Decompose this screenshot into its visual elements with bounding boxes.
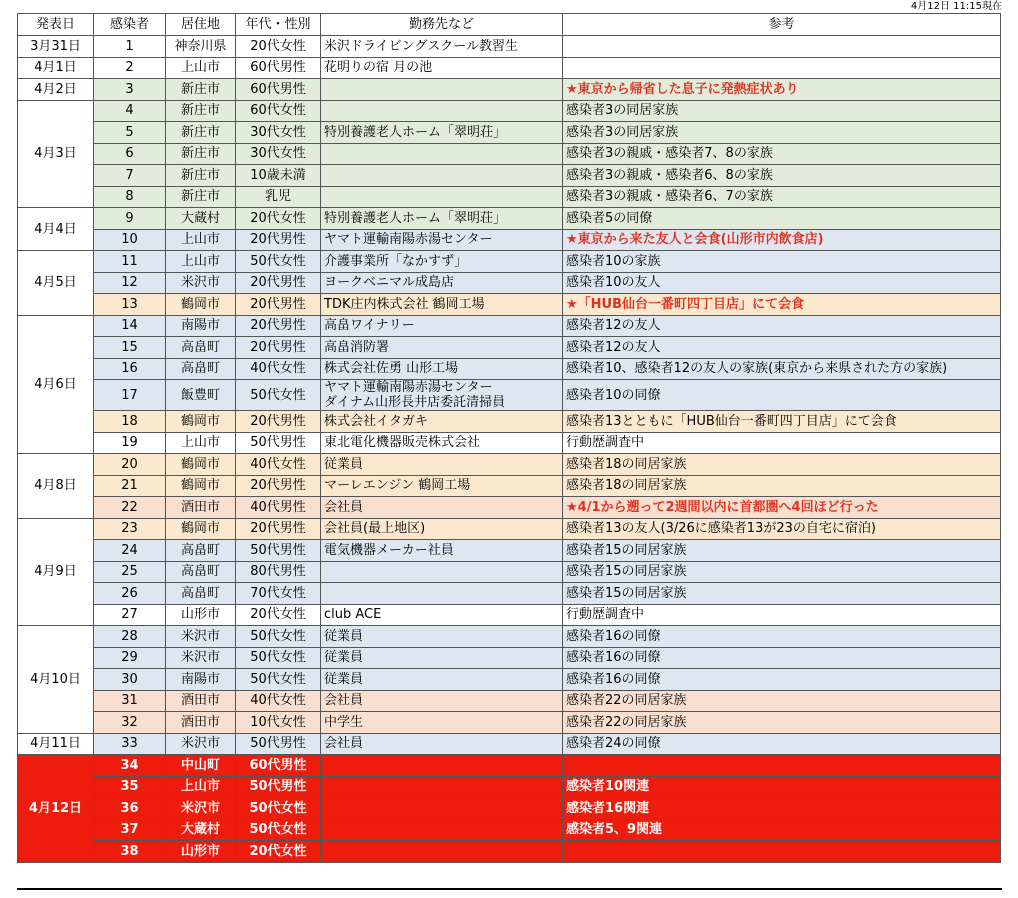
case-number-cell: 12 [94, 272, 166, 294]
table-row [18, 251, 1001, 273]
case-number-cell: 3 [94, 79, 166, 101]
residence-cell: 山形市 [166, 604, 236, 626]
header-workplace: 勤務先など [321, 14, 563, 36]
residence-cell: 米沢市 [166, 626, 236, 648]
case-number-cell: 33 [94, 733, 166, 755]
workplace-cell: 株式会社佐勇 山形工場 [321, 358, 563, 380]
case-number-cell: 38 [94, 841, 166, 863]
age-sex-cell: 40代女性 [236, 690, 321, 712]
note-cell: 感染者12の友人 [563, 337, 1001, 359]
age-sex-cell: 50代男性 [236, 733, 321, 755]
case-number-cell: 24 [94, 540, 166, 562]
workplace-cell: マーレエンジン 鶴岡工場 [321, 475, 563, 497]
workplace-cell: 中学生 [321, 712, 563, 734]
age-sex-cell: 20代男性 [236, 229, 321, 251]
case-number-cell: 9 [94, 208, 166, 230]
note-cell: 感染者3の親戚・感染者6、7の家族 [563, 186, 1001, 208]
date-cell: 4月1日 [18, 57, 94, 79]
workplace-cell: 会社員 [321, 497, 563, 519]
date-cell: 3月31日 [18, 36, 94, 58]
note-cell: 感染者16の同僚 [563, 647, 1001, 669]
note-cell: 感染者5、9関連 [563, 819, 1001, 841]
table-row [18, 798, 1001, 820]
age-sex-cell: 20代女性 [236, 841, 321, 863]
note-cell: 感染者22の同居家族 [563, 712, 1001, 734]
note-cell: 行動歴調査中 [563, 604, 1001, 626]
residence-cell: 鶴岡市 [166, 518, 236, 540]
case-number-cell: 15 [94, 337, 166, 359]
workplace-cell [321, 755, 563, 777]
residence-cell: 南陽市 [166, 669, 236, 691]
case-number-cell: 35 [94, 776, 166, 798]
case-number-cell: 37 [94, 819, 166, 841]
case-number-cell: 16 [94, 358, 166, 380]
workplace-cell: 介護事業所「なかすず」 [321, 251, 563, 273]
date-cell: 4月2日 [18, 79, 94, 101]
case-number-cell: 29 [94, 647, 166, 669]
header-age-sex: 年代・性別 [236, 14, 321, 36]
residence-cell: 米沢市 [166, 272, 236, 294]
table-row [18, 776, 1001, 798]
case-number-cell: 5 [94, 122, 166, 144]
age-sex-cell: 50代女性 [236, 251, 321, 273]
case-number-cell: 34 [94, 755, 166, 777]
timestamp: 4月12日 11:15現在 [910, 1, 1002, 12]
residence-cell: 大蔵村 [166, 819, 236, 841]
residence-cell: 鶴岡市 [166, 294, 236, 316]
date-cell: 4月4日 [18, 208, 94, 251]
case-number-cell: 13 [94, 294, 166, 316]
table-row [18, 712, 1001, 734]
table-row [18, 57, 1001, 79]
residence-cell: 高畠町 [166, 540, 236, 562]
table-row [18, 647, 1001, 669]
note-cell: 感染者10の同僚 [563, 380, 1001, 411]
case-number-cell: 8 [94, 186, 166, 208]
date-cell: 4月9日 [18, 518, 94, 626]
age-sex-cell: 70代女性 [236, 583, 321, 605]
residence-cell: 米沢市 [166, 798, 236, 820]
date-cell: 4月12日 [18, 755, 94, 863]
table-row [18, 733, 1001, 755]
table-row [18, 690, 1001, 712]
note-cell: 感染者10の家族 [563, 251, 1001, 273]
age-sex-cell: 60代男性 [236, 79, 321, 101]
table-row [18, 36, 1001, 58]
table-row [18, 337, 1001, 359]
age-sex-cell: 40代女性 [236, 454, 321, 476]
residence-cell: 鶴岡市 [166, 454, 236, 476]
age-sex-cell: 50代女性 [236, 669, 321, 691]
residence-cell: 上山市 [166, 251, 236, 273]
note-cell: 感染者10関連 [563, 776, 1001, 798]
workplace-cell [321, 841, 563, 863]
table-row [18, 79, 1001, 101]
note-cell: ★東京から来た友人と会食(山形市内飲食店) [563, 229, 1001, 251]
table-row [18, 143, 1001, 165]
note-cell: 感染者10、感染者12の友人の家族(東京から来県された方の家族) [563, 358, 1001, 380]
header-date: 発表日 [18, 14, 94, 36]
case-number-cell: 27 [94, 604, 166, 626]
age-sex-cell: 60代女性 [236, 100, 321, 122]
case-number-cell: 20 [94, 454, 166, 476]
workplace-cell [321, 100, 563, 122]
residence-cell: 中山町 [166, 755, 236, 777]
case-number-cell: 23 [94, 518, 166, 540]
residence-cell: 米沢市 [166, 647, 236, 669]
age-sex-cell: 10歳未満 [236, 165, 321, 187]
table-row [18, 186, 1001, 208]
workplace-cell [321, 819, 563, 841]
table-row [18, 604, 1001, 626]
workplace-cell: ヨークベニマル成島店 [321, 272, 563, 294]
residence-cell: 新庄市 [166, 79, 236, 101]
residence-cell: 酒田市 [166, 712, 236, 734]
date-cell: 4月5日 [18, 251, 94, 316]
table-row [18, 561, 1001, 583]
age-sex-cell: 40代男性 [236, 497, 321, 519]
table-row [18, 315, 1001, 337]
age-sex-cell: 20代女性 [236, 208, 321, 230]
workplace-cell [321, 186, 563, 208]
note-cell [563, 755, 1001, 777]
workplace-cell: 花明りの宿 月の池 [321, 57, 563, 79]
workplace-cell [321, 79, 563, 101]
workplace-cell [321, 143, 563, 165]
header-residence: 居住地 [166, 14, 236, 36]
case-number-cell: 4 [94, 100, 166, 122]
residence-cell: 上山市 [166, 776, 236, 798]
residence-cell: 大蔵村 [166, 208, 236, 230]
header-note: 参考 [563, 14, 1001, 36]
case-number-cell: 36 [94, 798, 166, 820]
workplace-cell: 特別養護老人ホーム「翠明荘」 [321, 208, 563, 230]
workplace-cell: 特別養護老人ホーム「翠明荘」 [321, 122, 563, 144]
bottom-rule [17, 888, 1002, 890]
note-cell: 感染者15の同居家族 [563, 583, 1001, 605]
residence-cell: 鶴岡市 [166, 475, 236, 497]
workplace-line: ヤマト運輸南陽赤湯センター [324, 380, 493, 395]
age-sex-cell: 40代女性 [236, 358, 321, 380]
age-sex-cell: 50代男性 [236, 432, 321, 454]
residence-cell: 新庄市 [166, 122, 236, 144]
note-cell: 感染者5の同僚 [563, 208, 1001, 230]
workplace-cell [321, 380, 563, 411]
table-row [18, 626, 1001, 648]
case-number-cell: 26 [94, 583, 166, 605]
table-row [18, 432, 1001, 454]
age-sex-cell: 50代女性 [236, 380, 321, 411]
age-sex-cell: 50代女性 [236, 798, 321, 820]
date-cell: 4月6日 [18, 315, 94, 454]
note-cell: 感染者18の同居家族 [563, 475, 1001, 497]
date-cell: 4月3日 [18, 100, 94, 208]
workplace-line: ダイナム山形長井店委託清掃員 [324, 395, 506, 410]
workplace-cell: 会社員(最上地区) [321, 518, 563, 540]
date-cell: 4月10日 [18, 626, 94, 734]
workplace-cell: club ACE [321, 604, 563, 626]
age-sex-cell: 80代男性 [236, 561, 321, 583]
workplace-cell: 東北電化機器販売株式会社 [321, 432, 563, 454]
workplace-cell: 高畠ワイナリー [321, 315, 563, 337]
residence-cell: 高畠町 [166, 358, 236, 380]
age-sex-cell: 50代女性 [236, 647, 321, 669]
note-cell: 感染者16関連 [563, 798, 1001, 820]
case-number-cell: 21 [94, 475, 166, 497]
age-sex-cell: 20代男性 [236, 294, 321, 316]
residence-cell: 高畠町 [166, 583, 236, 605]
table-row [18, 518, 1001, 540]
case-number-cell: 31 [94, 690, 166, 712]
case-number-cell: 22 [94, 497, 166, 519]
note-cell: 感染者16の同僚 [563, 626, 1001, 648]
case-number-cell: 10 [94, 229, 166, 251]
note-cell: 感染者15の同居家族 [563, 540, 1001, 562]
workplace-cell: 会社員 [321, 690, 563, 712]
workplace-cell: 高畠消防署 [321, 337, 563, 359]
table-row [18, 358, 1001, 380]
workplace-cell [321, 165, 563, 187]
residence-cell: 上山市 [166, 432, 236, 454]
table-row [18, 122, 1001, 144]
residence-cell: 上山市 [166, 229, 236, 251]
age-sex-cell: 10代女性 [236, 712, 321, 734]
workplace-cell: 従業員 [321, 647, 563, 669]
note-cell: 感染者3の親戚・感染者6、8の家族 [563, 165, 1001, 187]
table-row [18, 819, 1001, 841]
table-row [18, 272, 1001, 294]
note-cell: 感染者15の同居家族 [563, 561, 1001, 583]
case-number-cell: 7 [94, 165, 166, 187]
residence-cell: 新庄市 [166, 165, 236, 187]
age-sex-cell: 50代女性 [236, 819, 321, 841]
note-cell: 感染者3の同居家族 [563, 100, 1001, 122]
case-number-cell: 28 [94, 626, 166, 648]
age-sex-cell: 20代女性 [236, 36, 321, 58]
note-cell: ★東京から帰省した息子に発熱症状あり [563, 79, 1001, 101]
note-cell: 感染者16の同僚 [563, 669, 1001, 691]
note-cell [563, 841, 1001, 863]
note-cell: 感染者18の同居家族 [563, 454, 1001, 476]
table-row [18, 208, 1001, 230]
note-cell: ★4/1から遡って2週間以内に首都圏へ4回ほど行った [563, 497, 1001, 519]
workplace-cell [321, 776, 563, 798]
workplace-cell: 会社員 [321, 733, 563, 755]
note-cell: 感染者13とともに「HUB仙台一番町四丁目店」にて会食 [563, 411, 1001, 433]
residence-cell: 高畠町 [166, 337, 236, 359]
note-cell: 感染者13の友人(3/26に感染者13が23の自宅に宿泊) [563, 518, 1001, 540]
age-sex-cell: 20代女性 [236, 604, 321, 626]
note-cell: 感染者3の親戚・感染者7、8の家族 [563, 143, 1001, 165]
note-cell: 感染者10の友人 [563, 272, 1001, 294]
workplace-cell: 従業員 [321, 669, 563, 691]
workplace-cell: 米沢ドライビングスクール教習生 [321, 36, 563, 58]
note-cell [563, 57, 1001, 79]
residence-cell: 鶴岡市 [166, 411, 236, 433]
age-sex-cell: 20代男性 [236, 411, 321, 433]
age-sex-cell: 乳児 [236, 186, 321, 208]
case-number-cell: 14 [94, 315, 166, 337]
table-row [18, 841, 1001, 863]
workplace-cell [321, 561, 563, 583]
age-sex-cell: 50代男性 [236, 776, 321, 798]
case-number-cell: 30 [94, 669, 166, 691]
header-row [18, 14, 1001, 36]
age-sex-cell: 20代男性 [236, 475, 321, 497]
residence-cell: 南陽市 [166, 315, 236, 337]
case-number-cell: 18 [94, 411, 166, 433]
workplace-cell: 株式会社イタガキ [321, 411, 563, 433]
age-sex-cell: 30代女性 [236, 122, 321, 144]
table-row [18, 380, 1001, 411]
age-sex-cell: 60代男性 [236, 57, 321, 79]
age-sex-cell: 30代女性 [236, 143, 321, 165]
table-row [18, 100, 1001, 122]
date-cell: 4月8日 [18, 454, 94, 519]
residence-cell: 新庄市 [166, 143, 236, 165]
case-number-cell: 2 [94, 57, 166, 79]
workplace-cell: TDK庄内株式会社 鶴岡工場 [321, 294, 563, 316]
note-cell: 行動歴調査中 [563, 432, 1001, 454]
age-sex-cell: 20代男性 [236, 272, 321, 294]
table-row [18, 540, 1001, 562]
table-row [18, 165, 1001, 187]
case-number-cell: 17 [94, 380, 166, 411]
case-number-cell: 11 [94, 251, 166, 273]
case-number-cell: 25 [94, 561, 166, 583]
workplace-cell: ヤマト運輸南陽赤湯センター [321, 229, 563, 251]
table-row [18, 411, 1001, 433]
workplace-cell: 従業員 [321, 454, 563, 476]
case-number-cell: 6 [94, 143, 166, 165]
note-cell [563, 36, 1001, 58]
note-cell: ★「HUB仙台一番町四丁目店」にて会食 [563, 294, 1001, 316]
workplace-cell [321, 798, 563, 820]
residence-cell: 神奈川県 [166, 36, 236, 58]
case-table [17, 13, 1001, 863]
table-row [18, 669, 1001, 691]
table-row [18, 475, 1001, 497]
age-sex-cell: 20代男性 [236, 518, 321, 540]
residence-cell: 上山市 [166, 57, 236, 79]
age-sex-cell: 60代男性 [236, 755, 321, 777]
note-cell: 感染者3の同居家族 [563, 122, 1001, 144]
residence-cell: 新庄市 [166, 186, 236, 208]
table-row [18, 755, 1001, 777]
residence-cell: 新庄市 [166, 100, 236, 122]
residence-cell: 飯豊町 [166, 380, 236, 411]
note-cell: 感染者24の同僚 [563, 733, 1001, 755]
residence-cell: 酒田市 [166, 690, 236, 712]
residence-cell: 山形市 [166, 841, 236, 863]
age-sex-cell: 20代男性 [236, 315, 321, 337]
age-sex-cell: 50代女性 [236, 626, 321, 648]
age-sex-cell: 50代男性 [236, 540, 321, 562]
table-row [18, 583, 1001, 605]
table-row [18, 497, 1001, 519]
table-row [18, 294, 1001, 316]
header-case-no: 感染者 [94, 14, 166, 36]
workplace-cell: 従業員 [321, 626, 563, 648]
workplace-cell [321, 583, 563, 605]
note-cell: 感染者12の友人 [563, 315, 1001, 337]
residence-cell: 米沢市 [166, 733, 236, 755]
table-row [18, 454, 1001, 476]
residence-cell: 酒田市 [166, 497, 236, 519]
case-number-cell: 32 [94, 712, 166, 734]
age-sex-cell: 20代男性 [236, 337, 321, 359]
date-cell: 4月11日 [18, 733, 94, 755]
residence-cell: 高畠町 [166, 561, 236, 583]
case-number-cell: 19 [94, 432, 166, 454]
workplace-cell: 電気機器メーカー社員 [321, 540, 563, 562]
table-row [18, 229, 1001, 251]
case-number-cell: 1 [94, 36, 166, 58]
note-cell: 感染者22の同居家族 [563, 690, 1001, 712]
